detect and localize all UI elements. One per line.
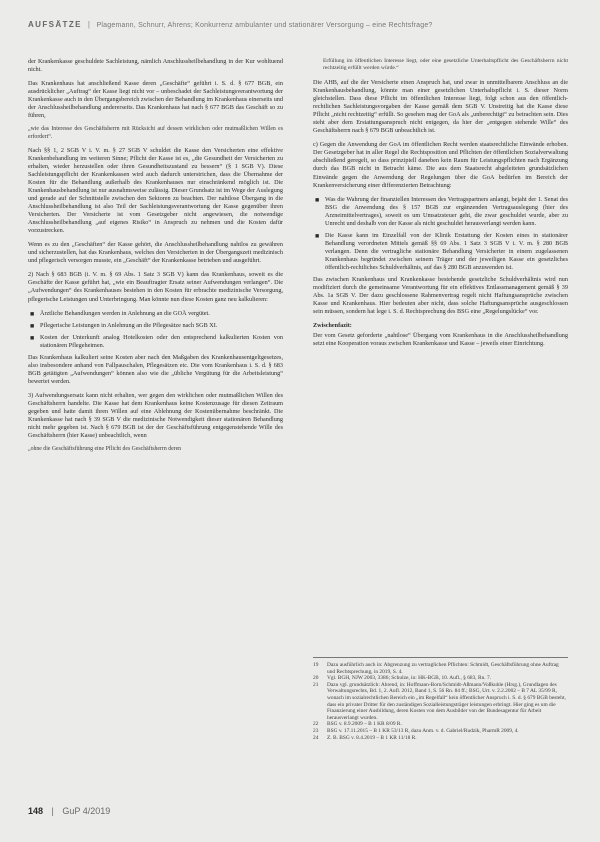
block-quote: „wie das Interesse des Geschäftsherrn mit Rücksicht auf dessen wirklichen oder mutmaßlichen Willen es erfordert“. <box>28 126 283 140</box>
bullet-text: Die Kasse kann im Einzelfall von der Klinik Erstattung der Kosten eines in stationärer Behandlung verordneten Mittels gemäß §§ 69 Abs. 1 Satz 3 SGB V i. V. m. § 280 BGB verlangen. Denn die vertragliche stationäre Behandlung Versicherter in einem zugelassenen Krankenhaus begründet zwischen seinem Träger und der jeweiligen Kasse ein gesetzliches öffentlich-rechtliches Schuldverhältnis, auf das § 280 BGB anzuwenden ist. <box>325 231 568 271</box>
running-title: Plagemann, Schnurr, Ahrens; Konkurrenz ambulanter und stationärer Versorgung – eine Rechtsfrage? <box>96 22 433 29</box>
footnote-number: 23 <box>313 727 319 734</box>
footnote-number: 24 <box>313 734 319 741</box>
paragraph: 3) Aufwendungsersatz kann nicht erhalten, wer gegen den wirklichen oder mutmaßlichen Willen des Geschäftsherrn handelte. Die Kasse hat dem Krankenhaus keine Kostenzusage für diesen Zeitraum gegeben und hatte damit ihren Willen auf eine Ablehnung der Kostenübernahme beschränkt. Die Krankenkasse hat nach § 39 SGB V die medizinische Notwendigkeit dieser stationären Behandlung nicht mehr gegeben ist. Nach § 679 BGB ist der der Geschäftsführung entgegenstehende Wille des Geschäftsherrn (hier Kasse) unbeachtlich, wenn <box>28 391 283 440</box>
continued-quote: Erfüllung im öffentlichen Interesse liegt, oder eine gesetzliche Unterhaltspflicht des Geschäftsherrn nicht rechtzeitig erfüllt werden würde.“ <box>323 58 568 71</box>
right-column <box>313 58 568 354</box>
footnote <box>313 662 568 675</box>
bullet-item <box>28 310 283 318</box>
paragraph: Die AHB, auf die der Versicherte einen Anspruch hat, und zwar in unmittelbarem Anschluss an die Krankenhausbehandlung, könnte man einer gesetzlichen Unterhaltspflicht i. S. dieser Norm gleichstellen. Dass diese Pflicht im öffentlichen Interesse liegt, folgt schon aus den öffentlich-rechtlichen Sachleistungsvorgaben der Kasse gemäß dem SGB V. Unstreitig hat die Kasse diese Pflicht „nicht rechtzeitig“ erfüllt. So gesehen mag der GoA als „unberechtigt“ zu betrachten sein. Dies steht aber dem Erstattungsanspruch nicht entgegen, da hier der „entgegen stehende Wille“ des Geschäftsherrn nach § 679 BGB unbeachtlich ist. <box>313 79 568 135</box>
bullet-text: Kosten der Unterkunft analog Hotelkosten oder den entsprechend kalkulierten Kosten von stationären Pflegeheimen. <box>40 333 283 349</box>
header-separator: | <box>87 20 91 29</box>
footer-separator: | <box>51 806 54 816</box>
bullet-marker-icon: ■ <box>30 309 35 318</box>
bullet-item <box>28 322 283 330</box>
footnote-text: Vgl. BGH, NJW 2003, 3386; Schulze, in: HK-BGB, 10. Aufl., § 683, Rn. 7. <box>327 675 492 682</box>
bullet-marker-icon: ■ <box>315 195 320 204</box>
footnote-text: BSG v. 17.11.2015 – B 1 KR 53/13 R, dazu Anm. v. d. Gabriel/Rudzik, PharmR 2009, 4. <box>327 727 519 734</box>
footnote-number: 21 <box>313 681 319 688</box>
footnote <box>313 728 568 735</box>
paragraph: Nach §§ 1, 2 SGB V i. V. m. § 27 SGB V schuldet die Kasse den Versicherten eine effektive Krankenbehandlung im weiteren Sinne; Pflicht der Kasse ist es, „die Gesundheit der Versicherten zu erhalten, wieder herzustellen oder ihren Gesundheitszustand zu bessern“ (§ 1 SGB V). Diese Sachleistungspflicht der Krankenkassen wird auch dadurch unterstrichen, dass die Übernahme der Kosten für die Behandlung außerhalb des Krankenhauses nur einschränkend möglich ist. Die Krankenhausbehandlung ist nur ausnahmsweise zulässig. Dieser Grundsatz ist im Wege der Auslegung und gerade auf der Schnittstelle zwischen den Sektoren zu beachten. Der nahtlose Übergang in die Anschlussheilbehandlung ist also Teil der Sachleistungsverantwortung der Kasse gegenüber ihren Versicherten. Der Versicherte ist vom Gesetzgeber nicht angewiesen, die notwendige Anschlussheilbehandlung „auf eigenes Risiko“ in Anspruch zu nehmen und die Kosten dafür vorzustrecken. <box>28 146 283 235</box>
journal-issue: GuP 4/2019 <box>62 806 111 816</box>
footnote <box>313 721 568 728</box>
footnote <box>313 735 568 742</box>
bullet-item <box>28 334 283 350</box>
block-quote: „ohne die Geschäftsführung eine Pflicht des Geschäftsherrn deren <box>28 446 182 453</box>
paragraph: der Krankenkasse geschuldete Sachleistung, nämlich Anschlussheilbehandlung in der Kur wohltuend nicht. <box>28 58 283 74</box>
bullet-text: Was die Wahrung der finanziellen Interessen des Vertragspartners anlangt, bejaht der 1. Senat des BSG die Anwendung des § 157 BGB zur ergänzenden Vertragsauslegung (hier des Arzneimittelvertrages), soweit es um Umsatzsteuer geht, die zwar geschuldet wurde, aber zu Unrecht und deshalb von der Kasse als nicht geschuldet herausverlangt werden kann. <box>325 195 568 227</box>
footnote <box>313 682 568 722</box>
paragraph: Wenn es zu den „Geschäften“ der Kasse gehört, die Anschlussheilbehandlung nahtlos zu gewähren und sicherzustellen, hat das Krankenhaus, welches den Versicherten in der Übergangszeit medizinisch und pflegerisch versorgen musste, ein „Geschäft“ der Krankenkasse betrieben und ausgeführt. <box>28 241 283 265</box>
bullet-text: Pflegerische Leistungen in Anlehnung an die Pflegesätze nach SGB XI. <box>40 321 218 329</box>
paragraph: Das zwischen Krankenhaus und Krankenkasse bestehende gesetzliche Schuldverhältnis wird nun modifiziert durch die gemeinsame Verantwortung für ein effektives Entlassmanagement gemäß § 39 Abs. 1a SGB V. Der dazu geschlossene Rahmenvertrag regelt nicht Haftungsansprüche zwischen Kasse und Krankenhaus. Hier bedeuten aber nicht, dass solche Haftungsansprüche ausgeschlossen sein müssen, sondern hat lege i. S. d. Rechtsprechung des BSG eine „Regelungslücke“ vor. <box>313 276 568 316</box>
footnote-number: 22 <box>313 721 319 728</box>
footnote-text: Z. B. BSG v. 8.4.2019 – B 1 KR 11/18 R. <box>327 734 417 741</box>
section-label: AUFSÄTZE <box>28 20 82 29</box>
page-footer <box>28 806 110 816</box>
footnote-text: Dazu ausführlich auch in: Abgrenzung zu vertraglichen Pflichten: Schmidt, Geschäftsführung ohne Auftrag und Rechtsprechung, in 2019, S. 4. <box>327 662 559 675</box>
running-header <box>28 20 578 36</box>
footnote-number: 19 <box>313 662 319 668</box>
bullet-marker-icon: ■ <box>30 333 35 342</box>
bullet-text: Ärztliche Behandlungen werden in Anlehnung an die GOÄ vergütet. <box>40 309 210 317</box>
page-number: 148 <box>28 806 44 816</box>
bullet-item <box>313 232 568 272</box>
bullet-marker-icon: ■ <box>30 321 35 330</box>
left-column <box>28 58 283 459</box>
footnote-text: BSG v. 8.9.2009 – B 1 KR 8/09 R. <box>327 721 402 728</box>
footnote <box>313 675 568 682</box>
paragraph: c) Gegen die Anwendung der GoA im öffentlichen Recht werden staatsrechtliche Einwände erhoben. Der Gesetzgeber hat in aller Regel die Rechtsposition und Pflichten der öffentlichen Sozialverwaltung abschließend geregelt, so dass prinzipiell daneben kein Raum für Leistungspflichten nach Ergänzung durch das BGB nicht in Betracht käme. Die aus dem Staatsrecht abgeleiteten grundsätzlichen Einwände gegen die Anwendung der Regelungen über die GoA bedürfen im Bereich der Krankenversicherung einer differenzierten Betrachtung: <box>313 141 568 189</box>
paragraph: 2) Nach § 683 BGB (i. V. m. § 69 Abs. 1 Satz 3 SGB V) kann das Krankenhaus, soweit es die Geschäfte der Kasse geführt hat, „wie ein Beauftragter Ersatz seiner Aufwendungen verlangen“. Die „Aufwendungen“ des Krankenhauses bestehen in den Kosten für erbrachte medizinische Versorgung, pflegerische Leistungen und Unterbringung. Man könnte nun diese Kosten ganz neu kalkulieren: <box>28 271 283 303</box>
footnotes <box>313 657 568 741</box>
paragraph: Der vom Gesetz geforderte „nahtlose“ Übergang vom Krankenhaus in die Anschlussheilbehandlung setzt eine Kooperation voraus zwischen Krankenkasse und Kasse – jeweils einer Einrichtung. <box>313 332 568 348</box>
footnote-text: Dazu vgl. grundsätzlich: Ahrend, in: Hoffmann-Born/Schmidt-Aßmann/Voßkuhle (Hrsg.), Grundlagen des Verwaltungsrechts, Bd. 1, 2. Aufl. 2012, Band 1, S. 56 Rn. 84 ff.; BSG, Urt. v. 2.2.2002 – B 7 AL 35/99 R, wonach im sozialrechtlichen Bereich ein „im Regelfall“ kein öffentlicher Anspruch i. S. d. § 679 BGB besteht, dass ein privater Dritter für den zuständigen Sozialleistungsträger leistungen erbringt. Hier ging es um die Finanzierung einer Ausbildung, deren Kosten von dem Ausbilder von der Bundesagentur für Arbeit herausverlangt wurden. <box>327 681 566 721</box>
bullet-item <box>313 196 568 228</box>
subheading: Zwischenfazit: <box>313 322 352 330</box>
right-column-body <box>313 79 568 348</box>
paragraph: Das Krankenhaus hat anschließend Kasse deren „Geschäfte“ geführt i. S. d. § 677 BGB, ein ausdrücklicher „Auftrag“ der Kasse liegt nicht vor – unbeschadet der Sachleistungsverantwortung der Krankenkasse auch in den Übergangsbereich zwischen der Behandlung im Krankenhaus einerseits und der Anschlussheilbehandlung andererseits. Das Krankenhaus hat nach § 677 BGB das Geschäft so zu führen, <box>28 80 283 120</box>
footnote-number: 20 <box>313 675 319 682</box>
paragraph: Das Krankenhaus kalkuliert seine Kosten aber nach den Maßgaben des Krankenhausentgeltgesetzes, also insbesondere anhand von Fallpauschalen, Pflegesätzen etc. Die vom Krankenhaus i. S. d. § 683 BGB getätigten „Aufwendungen“ können also wie die „übliche Vergütung für die Arbeitsleistung“ bewertet werden. <box>28 353 283 385</box>
bullet-marker-icon: ■ <box>315 231 320 240</box>
